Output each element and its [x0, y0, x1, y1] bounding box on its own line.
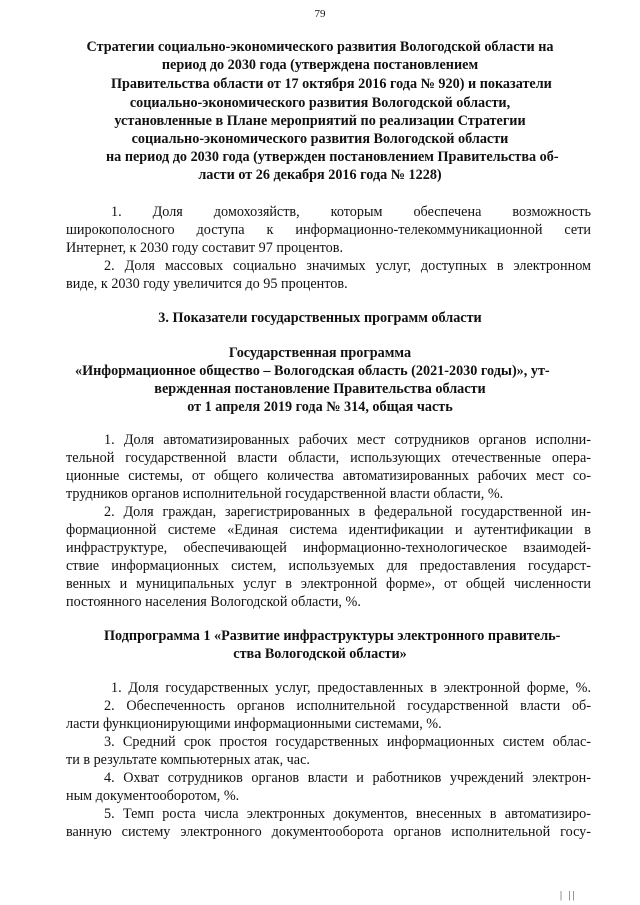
- paragraph-line: широкополосного доступа к информационно-телекоммуникационной сети: [66, 222, 591, 238]
- paragraph-line: виде, к 2030 году увеличится до 95 процентов.: [66, 276, 348, 292]
- program-heading-line: вержденная постановление Правительства области: [154, 381, 486, 397]
- paragraph-line: Интернет, к 2030 году составит 97 процентов.: [66, 240, 344, 256]
- paragraph-line: ласти функционирующими информационными системами, %.: [66, 716, 442, 732]
- program-heading-line: от 1 апреля 2019 года № 314, общая часть: [187, 399, 453, 415]
- program-heading-line: Государственная программа: [228, 345, 412, 361]
- paragraph-line: трудников органов исполнительной государственной власти области, %.: [66, 486, 504, 502]
- strategy-heading-line: на период до 2030 года (утвержден постановлением Правительства об-: [106, 149, 559, 165]
- paragraph-line: 2. Обеспеченность органов исполнительной государственной власти об-: [104, 698, 591, 714]
- paragraph-line: ционные системы, от общего количества автоматизированных рабочих мест со-: [66, 468, 591, 484]
- paragraph-line: ти в результате компьютерных атак, час.: [66, 752, 310, 768]
- paragraph-line: 1. Доля автоматизированных рабочих мест сотрудников органов исполни-: [104, 432, 591, 448]
- strategy-heading-line: установленные в Плане мероприятий по реализации Стратегии: [114, 113, 526, 129]
- paragraph-line: 3. Средний срок простоя государственных информационных систем облас-: [104, 734, 591, 750]
- strategy-heading-line: Правительства области от 17 октября 2016 года № 920) и показатели: [111, 76, 552, 92]
- strategy-heading-line: период до 2030 года (утверждена постановлением: [161, 57, 479, 73]
- program-heading-line: «Информационное общество – Вологодская область (2021-2030 годы)», ут-: [75, 363, 550, 379]
- paragraph-line: тельной государственной власти области, использующих отечественные опера-: [66, 450, 591, 466]
- section-heading: 3. Показатели государственных программ области: [158, 310, 482, 326]
- strategy-heading-line: ласти от 26 декабря 2016 года № 1228): [198, 167, 442, 183]
- paragraph-line: 4. Охват сотрудников органов власти и работников учреждений электрон-: [104, 770, 591, 786]
- strategy-heading-line: Стратегии социально-экономического развития Вологодской области на: [86, 39, 554, 55]
- paragraph-line: постоянного населения Вологодской области, %.: [66, 594, 361, 610]
- paragraph-line: формационной системе «Единая система идентификации и аутентификации в: [66, 522, 591, 538]
- paragraph-line: 2. Доля граждан, зарегистрированных в федеральной государственной ин-: [104, 504, 591, 520]
- paragraph-line: 1. Доля государственных услуг, предоставленных в электронной форме, %.: [111, 680, 591, 696]
- paragraph-line: 2. Доля массовых социально значимых услуг, доступных в электронном: [104, 258, 591, 274]
- paragraph-line: венных и муниципальных услуг в электронной форме», от общей численности: [66, 576, 591, 592]
- paragraph-line: ным документооборотом, %.: [66, 788, 240, 804]
- strategy-heading-line: социально-экономического развития Вологодской области: [131, 131, 509, 147]
- paragraph-line: 1. Доля домохозяйств, которым обеспечена возможность: [111, 204, 591, 220]
- paragraph-line: 5. Темп роста числа электронных документов, внесенных в автоматизиро-: [104, 806, 591, 822]
- subprogram-heading-line: ства Вологодской области»: [233, 646, 407, 662]
- footer-marks: | ||: [560, 890, 577, 901]
- paragraph-line: инфраструктуре, обеспечивающей информационно-технологическое взаимодей-: [66, 540, 591, 556]
- subprogram-heading-line: Подпрограмма 1 «Развитие инфраструктуры электронного правитель-: [104, 628, 561, 644]
- paragraph-line: ствие информационных систем, используемых для предоставления государст-: [66, 558, 591, 574]
- paragraph-line: ванную систему электронного документооборота органов исполнительной госу-: [66, 824, 591, 840]
- page-number: 79: [314, 8, 326, 20]
- strategy-heading-line: социально-экономического развития Вологодской области,: [129, 95, 511, 111]
